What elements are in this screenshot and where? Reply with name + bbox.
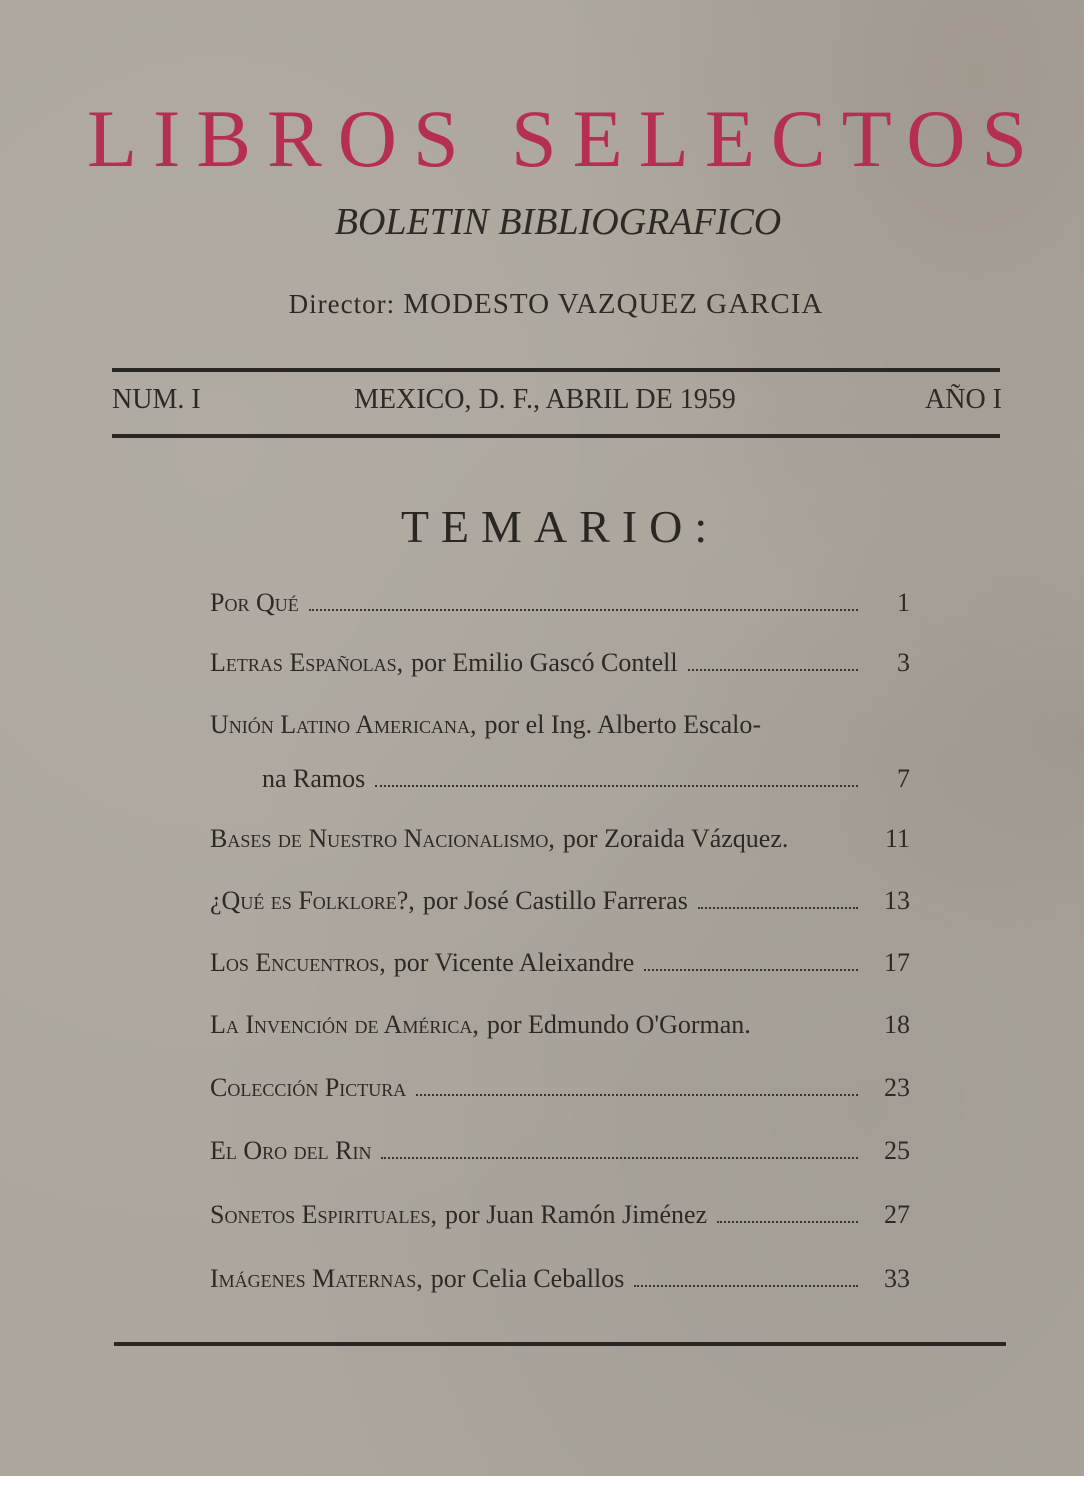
issue-place-date: MEXICO, D. F., ABRIL DE 1959 (354, 384, 736, 415)
toc-entry-page: 1 (897, 588, 910, 617)
toc-entry-page: 25 (884, 1136, 910, 1165)
toc-entry-title: Imágenes Maternas, (210, 1264, 423, 1293)
toc-entry-continuation: na Ramos (262, 764, 366, 793)
toc-entry-page: 13 (884, 886, 910, 915)
toc-entry[interactable] (210, 1264, 910, 1304)
toc-entry-page: 11 (884, 824, 910, 853)
toc-entry[interactable] (210, 1010, 910, 1050)
toc-entry-author: por Edmundo O'Gorman. (486, 1010, 751, 1039)
issue-bar (112, 384, 1002, 424)
toc-entry-page: 23 (884, 1073, 910, 1102)
toc-entry-author: por José Castillo Farreras (422, 886, 688, 915)
toc-entry[interactable] (210, 648, 910, 688)
toc-leader-dots (688, 669, 858, 671)
toc-entry-author: por el Ing. Alberto Escalo- (484, 710, 762, 739)
director-label: Director: (288, 289, 396, 319)
toc-leader-dots (416, 1094, 858, 1096)
toc-entry-author: por Celia Ceballos (430, 1264, 625, 1293)
toc-entry[interactable] (210, 1200, 910, 1240)
toc-entry[interactable] (210, 886, 910, 926)
issue-number: NUM. I (112, 384, 201, 415)
toc-leader-dots (381, 1157, 858, 1159)
toc-entry-title: Colección Pictura (210, 1073, 407, 1102)
toc-entry[interactable] (210, 824, 910, 864)
toc-entry[interactable] (210, 948, 910, 988)
middle-rule (112, 434, 1000, 438)
toc-entry-author: por Vicente Aleixandre (393, 948, 635, 977)
masthead-title: LIBROS SELECTOS (86, 93, 1044, 184)
issue-year: AÑO I (925, 384, 1002, 415)
toc-entry[interactable] (210, 1136, 910, 1176)
top-rule (112, 368, 1000, 372)
toc-leader-dots (644, 969, 858, 971)
toc-leader-dots (717, 1221, 858, 1223)
toc-entry-page: 18 (884, 1010, 910, 1039)
toc-leader-dots (309, 609, 858, 611)
bottom-rule (114, 1342, 1006, 1346)
director-line (0, 288, 1088, 321)
toc-leader-dots (375, 785, 858, 787)
toc-entry-title: Por Qué (210, 588, 299, 617)
toc-entry[interactable] (210, 710, 910, 810)
masthead-subtitle: BOLETIN BIBLIOGRAFICO (334, 201, 782, 243)
toc-leader-dots (634, 1285, 858, 1287)
toc-entry-page: 27 (884, 1200, 910, 1229)
toc-entry-page: 33 (884, 1264, 910, 1293)
toc-entry-title: Bases de Nuestro Nacionalismo, (210, 824, 555, 853)
toc-entry-author: por Juan Ramón Jiménez (445, 1200, 708, 1229)
toc-entry[interactable] (210, 588, 910, 628)
toc-entry-title: Unión Latino Americana, (210, 710, 477, 739)
toc-entry-title: Los Encuentros, (210, 948, 386, 977)
toc-entry-title: La Invención de América, (210, 1010, 479, 1039)
toc-entry-page: 7 (897, 764, 910, 793)
toc-leader-dots (698, 907, 858, 909)
toc-entry-title: El Oro del Rin (210, 1136, 372, 1165)
toc-entry-author: por Zoraida Vázquez. (562, 824, 789, 853)
toc-entry-title: Sonetos Espirituales, (210, 1200, 438, 1229)
contents-heading: TEMARIO: (400, 501, 720, 552)
toc-entry-title: Letras Españolas, (210, 648, 404, 677)
toc-entry-page: 3 (897, 648, 910, 677)
toc-entry-page: 17 (884, 948, 910, 977)
toc-entry-title: ¿Qué es Folklore?, (210, 886, 415, 915)
director-name: MODESTO VAZQUEZ GARCIA (403, 288, 824, 320)
toc-entry[interactable] (210, 1073, 910, 1113)
toc-entry-author: por Emilio Gascó Contell (411, 648, 678, 677)
